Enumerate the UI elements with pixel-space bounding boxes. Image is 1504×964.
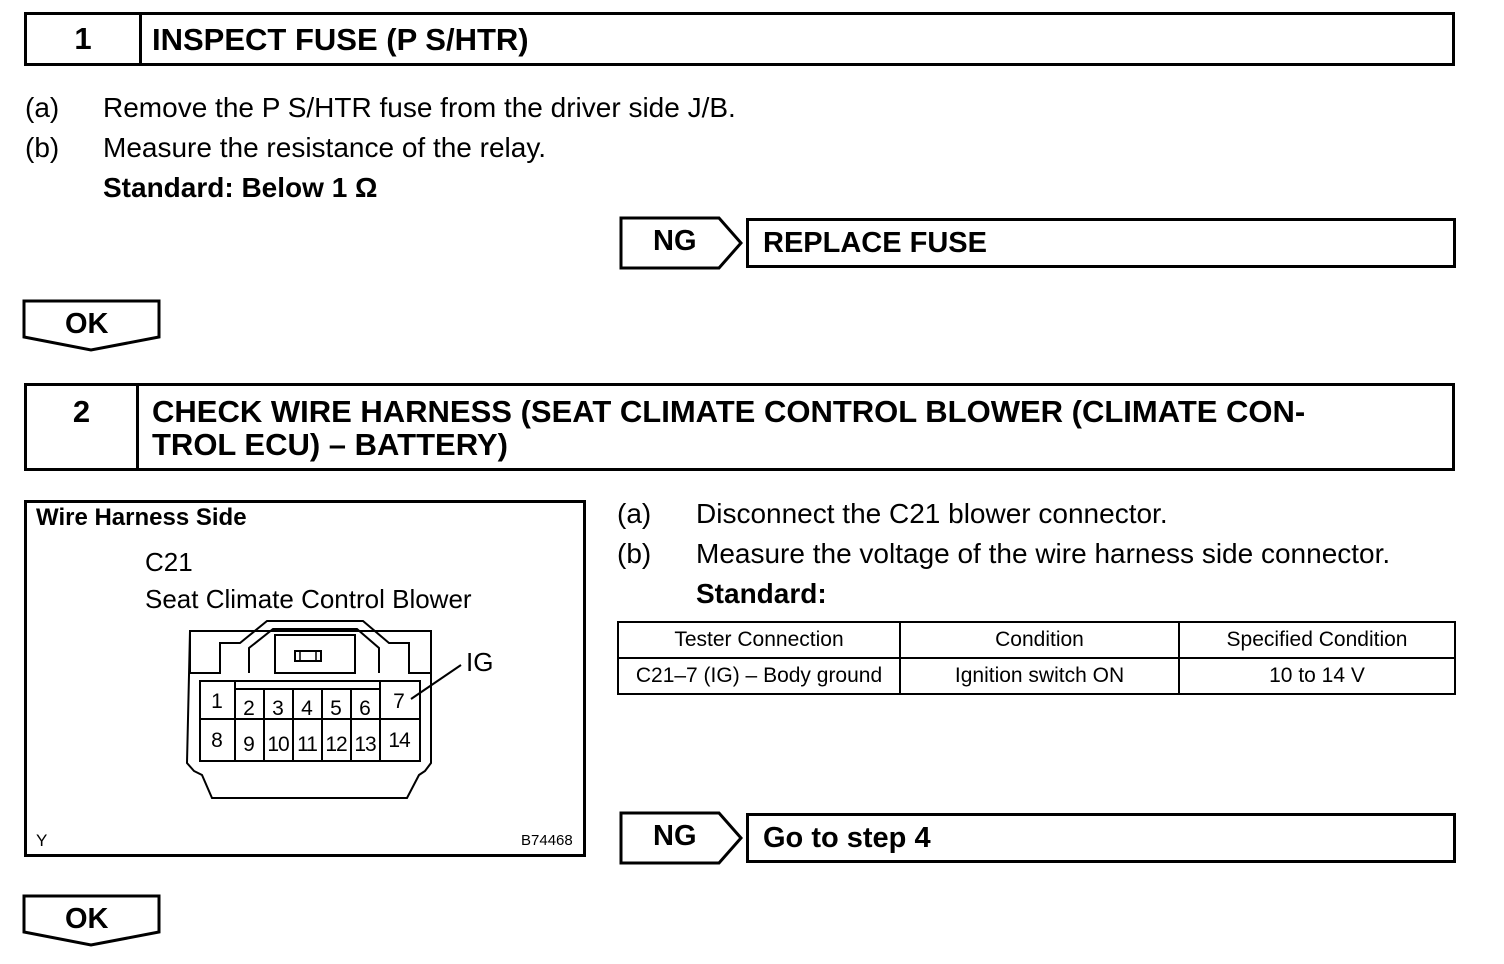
step2-title-line2: TROL ECU) – BATTERY) (152, 427, 508, 462)
step2-header (24, 383, 1455, 471)
step2-item-b-text: Measure the voltage of the wire harness side connector. (696, 538, 1391, 569)
spec-header-tester: Tester Connection (618, 622, 900, 658)
step2-item-a-label: (a) (617, 498, 652, 529)
pin-label: 2 (243, 697, 255, 720)
step1-standard: Standard: Below 1 Ω (103, 172, 378, 203)
connector-drawing (27, 503, 583, 854)
ig-callout: IG (466, 647, 494, 677)
step1-ng-result: REPLACE FUSE (746, 218, 1456, 268)
connector-id: C21 (145, 547, 193, 577)
step2-ng-label: NG (653, 820, 697, 852)
spec-header-specified: Specified Condition (1179, 622, 1455, 658)
pin-label: 5 (330, 697, 342, 720)
pin-label: 8 (211, 729, 223, 752)
spec-cell-condition: Ignition switch ON (900, 658, 1179, 694)
figure-corner-letter: Y (36, 831, 48, 850)
pin-label: 6 (359, 697, 371, 720)
connector-name: Seat Climate Control Blower (145, 584, 472, 614)
pin-label: 3 (272, 697, 284, 720)
step2-item-a-text: Disconnect the C21 blower connector. (696, 498, 1168, 529)
pin-label: 14 (388, 729, 410, 752)
pin-label: 13 (354, 733, 376, 756)
pin-labels-bottom (211, 729, 411, 756)
pin-label: 11 (297, 733, 317, 756)
step2-standard: Standard: (696, 578, 827, 609)
step2-item-b-label: (b) (617, 538, 652, 569)
step2-ng-result: Go to step 4 (746, 813, 1456, 863)
spec-cell-specified: 10 to 14 V (1179, 658, 1455, 694)
connector-figure (24, 500, 586, 857)
spec-table (617, 621, 1456, 695)
spec-cell-tester: C21–7 (IG) – Body ground (618, 658, 900, 694)
step2-ok-label: OK (65, 903, 109, 935)
step1-item-b-label: (b) (25, 132, 60, 163)
step2-title-line1: CHECK WIRE HARNESS (SEAT CLIMATE CONTROL BLOWER (CLIMATE CON- (152, 394, 1306, 429)
step1-header (24, 12, 1455, 66)
step1-item-b-text: Measure the resistance of the relay. (103, 132, 547, 163)
pin-label: 10 (267, 733, 289, 756)
step1-ng-label: NG (653, 225, 697, 257)
spec-table-header-row (618, 622, 1455, 658)
step1-ok-label: OK (65, 308, 109, 340)
step1-item-a-label: (a) (25, 92, 60, 123)
step1-number: 1 (27, 15, 142, 63)
figure-code: B74468 (521, 832, 573, 849)
step1-item-a-text: Remove the P S/HTR fuse from the driver side J/B. (103, 92, 736, 123)
step1-title: INSPECT FUSE (P S/HTR) (152, 22, 529, 57)
pin-labels-top (211, 690, 405, 720)
table-row (618, 658, 1455, 694)
pin-label: 4 (301, 697, 313, 720)
figure-heading: Wire Harness Side (36, 504, 247, 531)
step2-number: 2 (27, 386, 139, 468)
pin-label: 1 (211, 690, 223, 713)
pin-label: 7 (393, 690, 405, 713)
spec-header-condition: Condition (900, 622, 1179, 658)
pin-label: 12 (325, 733, 347, 756)
pin-label: 9 (243, 733, 255, 756)
